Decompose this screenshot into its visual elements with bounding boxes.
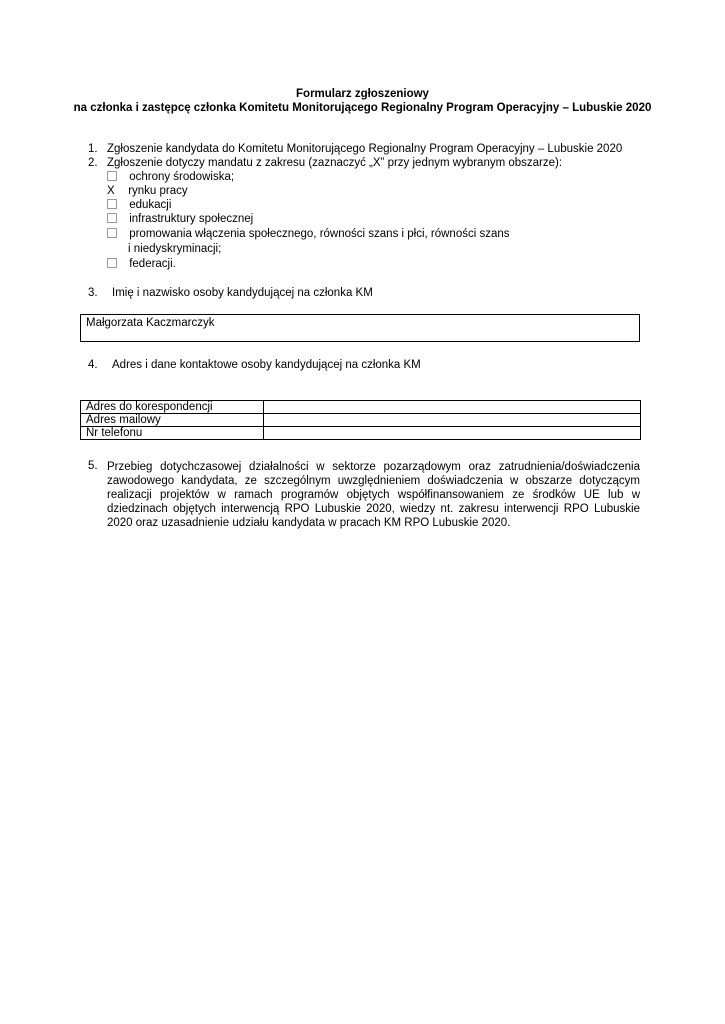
option-label: federacji. (129, 258, 176, 270)
section-1-number: 1. (88, 143, 98, 155)
checkbox-empty-icon[interactable] (107, 199, 117, 209)
contact-label: Adres do korespondencji (81, 401, 264, 414)
form-subtitle: na członka i zastępcę członka Komitetu Monitorującego Regionalny Program Operacyjny – Lubuskie 2020 (73, 102, 652, 114)
section-1-text: Zgłoszenie kandydata do Komitetu Monitorującego Regionalny Program Operacyjny – Lubuskie 2020 (107, 143, 623, 155)
checkbox-empty-icon[interactable] (107, 228, 117, 238)
option-label: edukacji (129, 199, 172, 211)
section-5-text: Przebieg dotychczasowej działalności w sektorze pozarządowym oraz zatrudnienia/doświadczenia zawodowego kandydata, ze szczególnym uwzględnieniem doświadczenia w obszarze dotyczącym realizacji projektów w ramach programów objętych współfinansowaniem ze środków UE lub w dziedzinach objętych interwencją RPO Lubuskie 2020, wiedzy nt. zakresu interwencji RPO Lubuskie 2020 oraz uzasadnienie udziału kandydata w pracach KM RPO Lubuskie 2020. (107, 461, 640, 529)
option-label: promowania włączenia społecznego, równości szans i płci, równości szans (129, 228, 510, 240)
address-field[interactable] (264, 401, 641, 414)
email-field[interactable] (264, 414, 641, 427)
table-row (81, 427, 641, 440)
option-ochrony-srodowiska[interactable] (107, 171, 234, 183)
option-label: ochrony środowiska; (129, 171, 235, 183)
section-4-text: Adres i dane kontaktowe osoby kandydującej na członka KM (112, 359, 421, 371)
option-promowania[interactable] (107, 228, 510, 240)
section-4-number: 4. (88, 359, 98, 371)
option-edukacji[interactable] (107, 199, 171, 211)
checkbox-empty-icon[interactable] (107, 213, 117, 223)
option-infrastruktury[interactable] (107, 213, 253, 225)
phone-field[interactable] (264, 427, 641, 440)
option-label-continued: i niedyskryminacji; (128, 243, 222, 255)
contact-table (80, 400, 641, 440)
section-3-text: Imię i nazwisko osoby kandydującej na członka KM (112, 287, 373, 299)
checkbox-empty-icon[interactable] (107, 171, 117, 181)
candidate-name-value: Małgorzata Kaczmarczyk (86, 317, 215, 329)
table-row (81, 401, 641, 414)
contact-label: Nr telefonu (81, 427, 264, 440)
checkbox-empty-icon[interactable] (107, 258, 117, 268)
option-label: infrastruktury społecznej (129, 213, 254, 225)
candidate-name-field[interactable] (80, 314, 640, 342)
section-5-number: 5. (88, 460, 98, 472)
contact-label: Adres mailowy (81, 414, 264, 427)
section-2-number: 2. (88, 157, 98, 169)
section-3-number: 3. (88, 287, 98, 299)
option-label: rynku pracy (128, 185, 188, 197)
table-row (81, 414, 641, 427)
option-rynku-pracy[interactable] (107, 185, 188, 197)
option-federacji[interactable] (107, 258, 176, 270)
section-2-text: Zgłoszenie dotyczy mandatu z zakresu (zaznaczyć „X” przy jednym wybranym obszarze): (107, 157, 563, 169)
form-title: Formularz zgłoszeniowy (296, 88, 429, 100)
checkbox-x-mark[interactable]: X (107, 185, 115, 197)
